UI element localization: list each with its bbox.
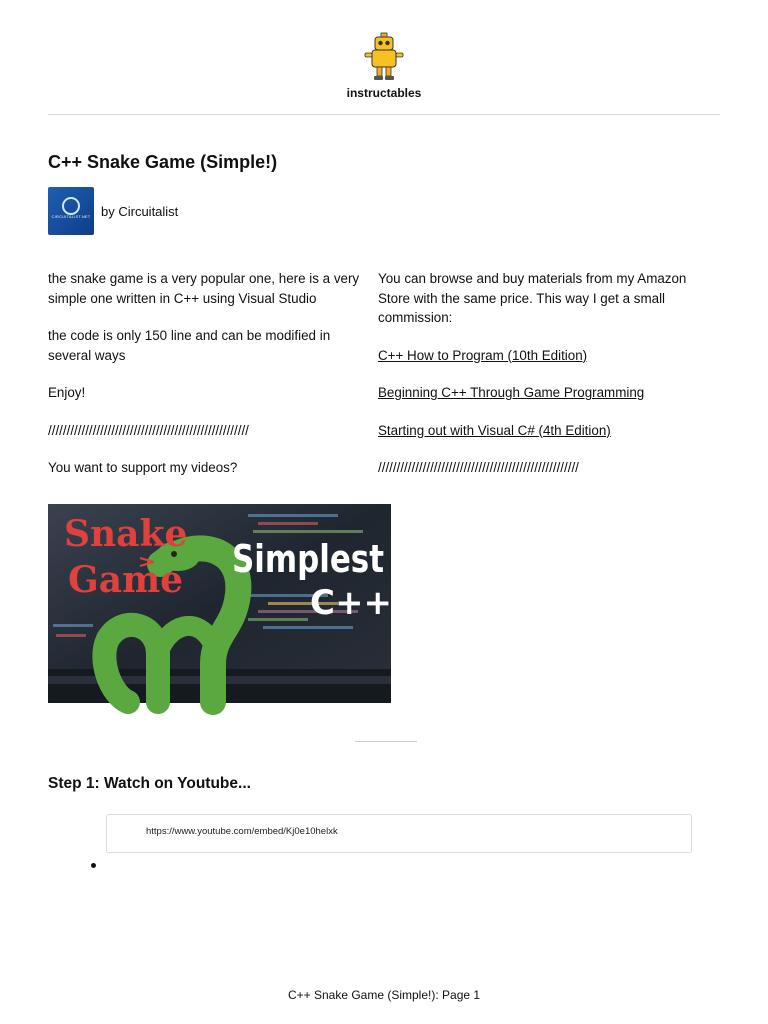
hero-badge: C++ — [310, 583, 392, 623]
instructables-robot-logo-icon[interactable] — [362, 30, 406, 84]
hero-title-line2: Game — [68, 559, 184, 601]
intro-paragraph: You want to support my videos? — [48, 460, 238, 475]
book-link[interactable]: Starting out with Visual C# (4th Edition) — [378, 422, 611, 438]
brand-name[interactable]: instructables — [346, 86, 422, 100]
amazon-intro: You can browse and buy materials from my Amazon Store with the same price. This way I get a small commission: — [378, 271, 687, 325]
hero-image[interactable] — [48, 504, 391, 703]
hero-title-line1: Snake — [64, 513, 188, 555]
hero-headline: Simplest — [232, 537, 384, 581]
avatar[interactable] — [48, 187, 94, 235]
intro-paragraph: the snake game is a very popular one, here is a very simple one written in C++ using Visual Studio — [48, 271, 360, 306]
embed-url[interactable]: https://www.youtube.com/embed/Kj0e10helxk — [146, 826, 338, 837]
page-footer: C++ Snake Game (Simple!): Page 1 — [287, 988, 481, 1002]
site-header — [0, 30, 768, 100]
divider-text: ////////////////////////////////////////////////////// — [378, 460, 579, 475]
intro-right-column — [378, 269, 718, 496]
page-title: C++ Snake Game (Simple!) — [48, 152, 278, 172]
list-bullet — [91, 863, 96, 868]
book-link[interactable]: C++ How to Program (10th Edition) — [378, 347, 588, 363]
author-block — [48, 187, 178, 235]
intro-left-column — [48, 269, 363, 496]
divider-text: ////////////////////////////////////////////////////// — [48, 422, 249, 438]
intro-paragraph: Enjoy! — [48, 385, 86, 400]
section-divider — [355, 741, 417, 742]
avatar-label: CIRCUITALIST.NET — [51, 214, 91, 219]
author-byline[interactable]: by Circuitalist — [101, 203, 179, 219]
avatar-brain-icon — [62, 197, 80, 215]
header-divider — [48, 114, 720, 115]
intro-paragraph: the code is only 150 line and can be modified in several ways — [48, 328, 331, 363]
book-link[interactable]: Beginning C++ Through Game Programming — [378, 385, 645, 400]
step-title: Step 1: Watch on Youtube... — [48, 775, 251, 792]
video-embed[interactable] — [106, 814, 692, 853]
